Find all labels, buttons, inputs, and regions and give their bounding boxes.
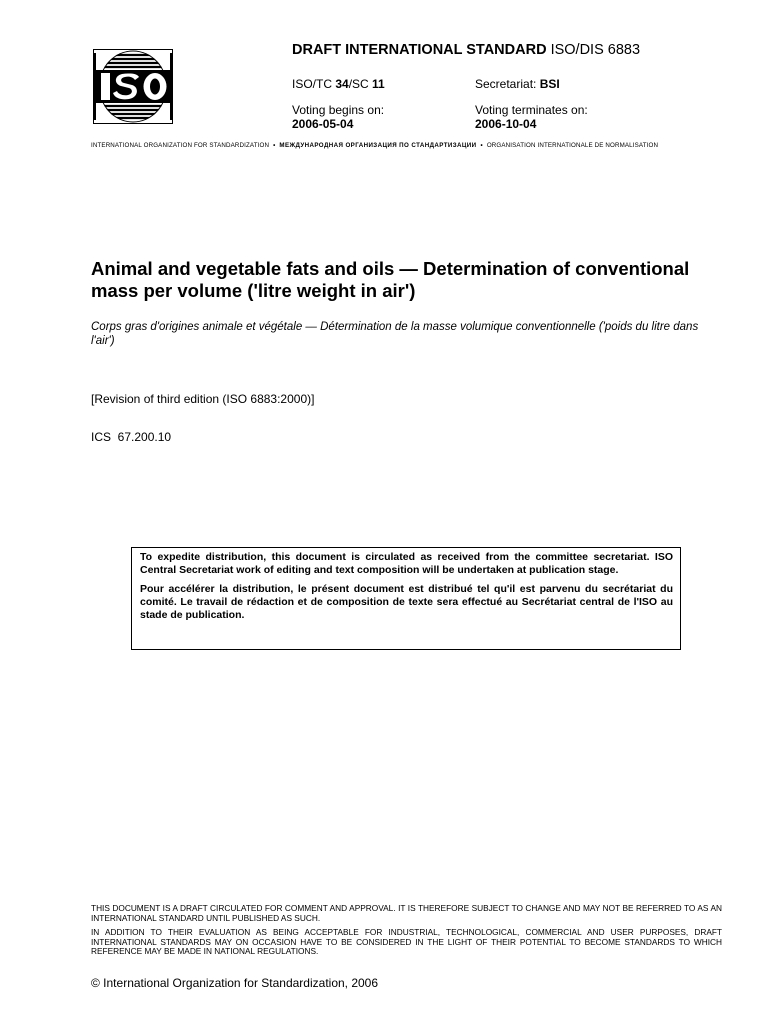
committee-reference: [292, 77, 385, 91]
iso-logo: [93, 49, 173, 124]
separator-bullet: •: [273, 142, 276, 149]
committee-prefix: ISO/TC: [292, 77, 336, 91]
revision-note: [Revision of third edition (ISO 6883:2000)]: [91, 392, 315, 406]
voting-begins-date: 2006-05-04: [292, 117, 354, 131]
voting-begins: [292, 103, 384, 131]
copyright-symbol: ©: [91, 976, 100, 990]
distribution-notice-box: [131, 547, 681, 650]
tc-number: 34: [335, 77, 349, 91]
voting-terminates-date: 2006-10-04: [475, 117, 537, 131]
draft-disclaimer: THIS DOCUMENT IS A DRAFT CIRCULATED FOR COMMENT AND APPROVAL. IT IS THEREFORE SUBJECT TO CHANGE AND MAY NOT BE REFERRED TO AS AN INTERNATIONAL STANDARD UNTIL PUBLISHED AS SUCH.: [91, 903, 722, 923]
sc-number: 11: [372, 77, 385, 91]
org-name-russian: МЕЖДУНАРОДНАЯ ОРГАНИЗАЦИЯ ПО СТАНДАРТИЗАЦИИ: [279, 142, 477, 149]
secretariat-value: BSI: [539, 77, 560, 91]
title-english: Animal and vegetable fats and oils — Determination of conventional mass per volume ('litre weight in air'): [91, 258, 690, 301]
ics-code: ICS 67.200.10: [91, 430, 172, 444]
organization-names-line: [91, 142, 723, 149]
copyright-text: International Organization for Standardization, 2006: [99, 976, 379, 990]
secretariat-label: Secretariat:: [475, 77, 540, 91]
iso-logo-graphic: [93, 49, 173, 124]
sc-prefix: /SC: [348, 77, 373, 91]
document-type-heading: [292, 42, 640, 58]
voting-terminates: [475, 103, 588, 131]
voting-begins-label: Voting begins on:: [292, 103, 385, 117]
title-french: Corps gras d'origines animale et végétale — Détermination de la masse volumique conventionnelle ('poids du litre dans l'air'): [91, 321, 699, 347]
secretariat: [475, 77, 560, 91]
document-type: DRAFT INTERNATIONAL STANDARD: [292, 42, 547, 58]
notice-french: Pour accélérer la distribution, le présent document est distribué tel qu'il est parvenu du secrétariat du comité. Le travail de rédaction et de composition de texte sera effectué au Secrétariat central de l'ISO au stade de publication.: [140, 583, 673, 621]
notice-english: To expedite distribution, this document is circulated as received from the committee secretariat. ISO Central Secretariat work of editing and text composition will be undertaken at publication stage.: [140, 551, 673, 576]
regulation-disclaimer: IN ADDITION TO THEIR EVALUATION AS BEING ACCEPTABLE FOR INDUSTRIAL, TECHNOLOGICAL, COMMERCIAL AND USER PURPOSES, DRAFT INTERNATIONAL STANDARDS MAY ON OCCASION HAVE TO BE CONSIDERED IN THE LIGHT OF THEIR POTENTIAL TO BECOME STANDARDS TO WHICH REFERENCE MAY BE MADE IN NATIONAL REGULATIONS.: [91, 927, 722, 957]
copyright-notice: [91, 976, 378, 990]
org-name-english: INTERNATIONAL ORGANIZATION FOR STANDARDIZATION: [91, 142, 270, 149]
voting-terminates-label: Voting terminates on:: [475, 103, 588, 117]
separator-bullet: •: [480, 142, 483, 149]
document-number: ISO/DIS 6883: [550, 42, 641, 58]
org-name-french: ORGANISATION INTERNATIONALE DE NORMALISATION: [486, 142, 659, 149]
